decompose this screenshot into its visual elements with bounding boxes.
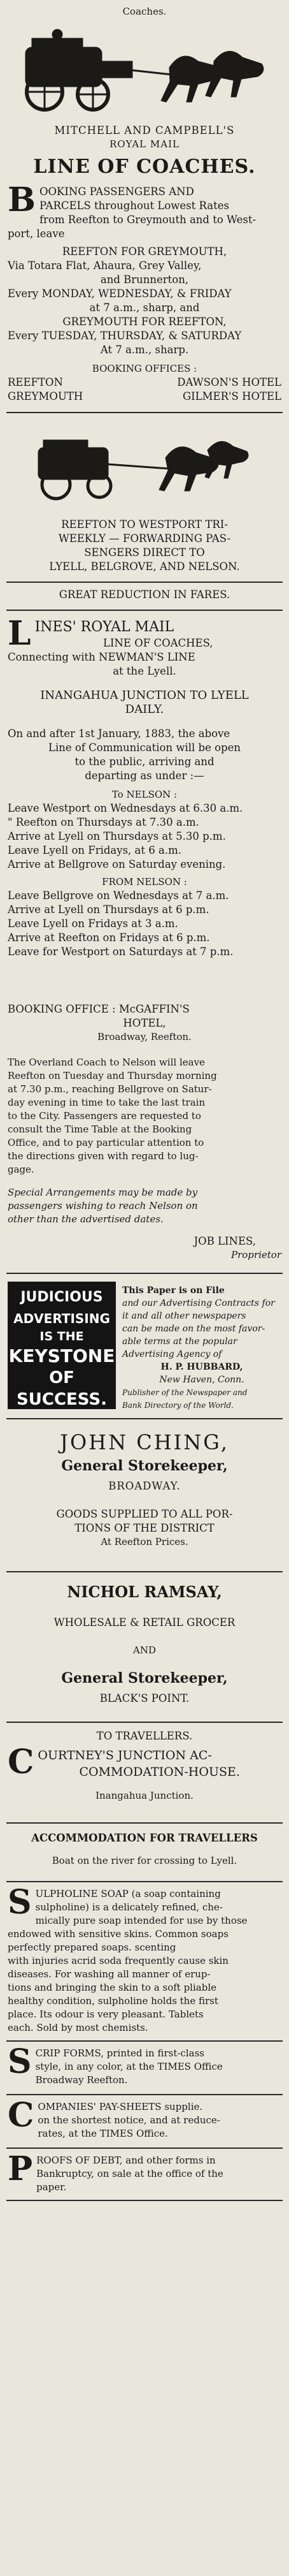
drop-cap-b: B bbox=[8, 180, 36, 219]
proofs-of-debt-section bbox=[8, 2149, 281, 2194]
reefton-westport-section bbox=[8, 518, 281, 574]
booking-passengers-paragraph bbox=[8, 180, 281, 404]
line-of-coaches-heading bbox=[8, 156, 281, 179]
lines-at-lyell: at the Lyell. bbox=[113, 665, 176, 677]
goods-line-3: At Reefton Prices. bbox=[101, 1536, 188, 1548]
john-ching-section bbox=[8, 1428, 281, 1549]
westport-line-4: LYELL, BELGROVE, AND NELSON. bbox=[49, 560, 240, 573]
adv-line-6: Advertising Agency of bbox=[122, 1349, 222, 1359]
overland-line-3: at 7.30 p.m., reaching Bellgrove on Satur- bbox=[8, 1083, 212, 1095]
adv-line-2: and our Advertising Contracts for bbox=[122, 1298, 275, 1308]
courtney-line-2: COMMODATION-HOUSE. bbox=[79, 1765, 240, 1779]
great-reduction-fares bbox=[8, 588, 281, 602]
overland-line-5: to the City. Passengers are requested to bbox=[8, 1110, 201, 1122]
to-nelson-row-1: Leave Westport on Wednesdays at 6.30 a.m. bbox=[8, 802, 243, 814]
overland-line-1: The Overland Coach to Nelson will leave bbox=[8, 1057, 205, 1068]
special-line-2: passengers wishing to reach Nelson on bbox=[8, 1200, 198, 1211]
sulpholine-line-7: diseases. For washing all manner of erup- bbox=[8, 1968, 211, 1980]
proprietor-title: Proprietor bbox=[231, 1249, 281, 1261]
booking-office-address: Broadway, Reefton. bbox=[97, 1031, 192, 1043]
to-nelson-row-3: Arrive at Lyell on Thursdays at 5.30 p.m. bbox=[8, 830, 226, 842]
mitchell-time-out: at 7 a.m., sharp, and bbox=[89, 302, 200, 314]
booking-office-block bbox=[8, 1002, 281, 1044]
drop-cap-c-companies: C bbox=[8, 2096, 34, 2135]
banner-line-5: OF SUCCESS. bbox=[17, 1368, 107, 1409]
goods-line-1: GOODS SUPPLIED TO ALL POR- bbox=[56, 1508, 233, 1520]
adv-line-8: New Haven, Conn. bbox=[159, 1375, 244, 1385]
westport-line-1: REEFTON TO WESTPORT TRI- bbox=[61, 518, 228, 531]
scrip-line-2: style, in any color, at the TIMES Office bbox=[35, 2061, 223, 2072]
to-nelson-label: To NELSON : bbox=[111, 789, 178, 800]
westport-line-3: SENGERS DIRECT TO bbox=[84, 546, 205, 559]
column-header bbox=[8, 5, 281, 18]
to-travellers-heading bbox=[8, 1729, 281, 1743]
overland-coach-paragraph bbox=[8, 1056, 281, 1176]
scrip-forms-section bbox=[8, 2042, 281, 2087]
adv-line-7: H. P. HUBBARD, bbox=[160, 1362, 243, 1372]
companies-line-2: on the shortest notice, and at reduce- bbox=[38, 2114, 220, 2126]
lines-connecting: Connecting with NEWMAN'S LINE bbox=[8, 651, 195, 663]
scrip-line-1: CRIP FORMS, printed in first-class bbox=[35, 2047, 204, 2059]
overland-line-4: day evening in time to take the last train bbox=[8, 1097, 206, 1108]
office-hotel: DAWSON'S HOTEL bbox=[177, 376, 281, 388]
companies-line-3: rates, at the TIMES Office. bbox=[38, 2128, 168, 2139]
special-arrangements bbox=[8, 1186, 281, 1226]
courtney-line-1: OURTNEY'S JUNCTION AC- bbox=[38, 1748, 212, 1762]
nichol-ramsay-place: BLACK'S POINT. bbox=[99, 1692, 190, 1704]
banner-line-1: JUDICIOUS bbox=[20, 1289, 103, 1305]
proofs-line-3: paper. bbox=[36, 2181, 67, 2193]
stagecoach-illustration bbox=[10, 23, 280, 119]
banner-line-3: IS THE bbox=[39, 1329, 84, 1343]
sulpholine-line-4: endowed with sensitive skins. Common soaps bbox=[8, 1928, 229, 1940]
nichol-ramsay-name: NICHOL RAMSAY, bbox=[67, 1583, 222, 1601]
from-nelson-row-4: Arrive at Reefton on Fridays at 6 p.m. bbox=[8, 932, 210, 944]
adv-line-3: it and all other newspapers bbox=[122, 1311, 246, 1321]
to-nelson-row-2: " Reefton on Thursdays at 7.30 a.m. bbox=[8, 816, 199, 828]
sulpholine-line-2: sulpholine) is a delicately refined, che- bbox=[35, 1901, 223, 1913]
from-nelson-row-1: Leave Bellgrove on Wednesdays at 7 a.m. bbox=[8, 889, 229, 902]
special-line-3: other than the advertised dates. bbox=[8, 1213, 164, 1225]
nichol-ramsay-role: General Storekeeper, bbox=[61, 1670, 228, 1687]
banner-line-2: ADVERTISING bbox=[13, 1311, 110, 1326]
from-nelson-row-3: Leave Lyell on Fridays at 3 a.m. bbox=[8, 918, 178, 930]
mitchell-line-3: from Reefton to Greymouth and to West- bbox=[39, 214, 257, 226]
courtney-place: Inangahua Junction. bbox=[95, 1790, 194, 1801]
from-nelson-row-5: Leave for Westport on Saturdays at 7 p.m. bbox=[8, 946, 234, 958]
column-header-text: Coaches. bbox=[122, 6, 167, 17]
mitchell-days-back: Every TUESDAY, THURSDAY, & SATURDAY bbox=[8, 330, 242, 342]
proofs-line-2: Bankruptcy, on sale at the office of the bbox=[36, 2168, 223, 2179]
proofs-line-1: ROOFS OF DEBT, and other forms in bbox=[36, 2155, 216, 2166]
office-town: REEFTON bbox=[8, 376, 63, 388]
intro-line-1: On and after 1st January, 1883, the above bbox=[8, 728, 230, 740]
to-travellers-text: TO TRAVELLERS. bbox=[96, 1730, 193, 1742]
booking-office-text: BOOKING OFFICE : McGAFFIN'S bbox=[8, 1003, 190, 1015]
john-ching-role: General Storekeeper, bbox=[61, 1458, 228, 1474]
nichol-ramsay-trade: WHOLESALE & RETAIL GROCER bbox=[53, 1616, 236, 1628]
sulpholine-line-3: mically pure soap intended for use by those bbox=[35, 1915, 248, 1926]
mitchell-line-4: port, leave bbox=[8, 228, 65, 240]
drop-cap-s-scrip: S bbox=[8, 2042, 32, 2081]
proprietor-block bbox=[8, 1234, 281, 1262]
overland-line-7: Office, and to pay particular attention to bbox=[8, 1137, 204, 1148]
junction-text: INANGAHUA JUNCTION TO LYELL bbox=[40, 689, 249, 702]
sulpholine-line-10: place. Its odour is very pleasant. Tablets bbox=[8, 2009, 204, 2020]
proprietor-name: JOB LINES, bbox=[194, 1235, 256, 1247]
fares-text: GREAT REDUCTION IN FARES. bbox=[59, 589, 230, 601]
office-row-reefton bbox=[8, 376, 281, 390]
accommodation-heading: ACCOMMODATION FOR TRAVELLERS bbox=[31, 1832, 258, 1844]
intro-line-4: departing as under :— bbox=[85, 770, 204, 782]
to-nelson-row-5: Arrive at Bellgrove on Saturday evening. bbox=[8, 858, 226, 870]
coach-illustration bbox=[25, 422, 264, 505]
adv-line-4: can be made on the most favor- bbox=[122, 1324, 265, 1334]
from-nelson-label: FROM NELSON : bbox=[102, 876, 187, 888]
mitchell-route: Via Totara Flat, Ahaura, Grey Valley, bbox=[8, 260, 202, 272]
scrip-line-3: Broadway Reefton. bbox=[35, 2074, 128, 2086]
greymouth-for-reefton: GREYMOUTH FOR REEFTON, bbox=[62, 316, 227, 328]
overland-line-9: gage. bbox=[8, 1164, 34, 1175]
sulpholine-line-5: perfectly prepared soaps. scenting bbox=[8, 1942, 176, 1953]
nichol-ramsay-and: AND bbox=[133, 1644, 156, 1656]
courtneys-junction-section bbox=[8, 1743, 281, 1803]
companies-pay-sheets-section bbox=[8, 2096, 281, 2141]
accommodation-section bbox=[8, 1831, 281, 1868]
sulpholine-soap-section bbox=[8, 1883, 281, 2035]
adv-line-9: Publisher of the Newspaper and bbox=[122, 1388, 248, 1397]
intro-line-2: Line of Communication will be open bbox=[48, 742, 241, 754]
office-row-greymouth bbox=[8, 390, 281, 404]
booking-office-hotel: HOTEL, bbox=[123, 1017, 166, 1029]
drop-cap-p: P bbox=[8, 2149, 33, 2188]
overland-line-8: the directions given with regard to lug- bbox=[8, 1150, 199, 1162]
lines-line-of-coaches: LINE OF COACHES, bbox=[103, 637, 213, 649]
mitchell-campbell-title bbox=[8, 124, 281, 151]
mitchell-time-back: At 7 a.m., sharp. bbox=[100, 344, 189, 356]
sulpholine-line-11: each. Sold by most chemists. bbox=[8, 2022, 148, 2033]
intro-line-3: to the public, arriving and bbox=[74, 756, 215, 768]
john-ching-street: BROADWAY. bbox=[108, 1480, 181, 1492]
companies-line-1: OMPANIES' PAY-SHEETS supplie. bbox=[38, 2101, 203, 2112]
to-nelson-row-4: Leave Lyell on Fridays, at 6 a.m. bbox=[8, 844, 181, 856]
mitchell-route-end: and Brunnerton, bbox=[100, 274, 189, 286]
drop-cap-s: S bbox=[8, 1883, 32, 1922]
booking-offices-label: BOOKING OFFICES : bbox=[92, 363, 197, 374]
overland-line-2: Reefton on Tuesday and Thursday morning bbox=[8, 1070, 217, 1081]
westport-line-2: WEEKLY — FORWARDING PAS- bbox=[58, 532, 231, 545]
special-line-1: Special Arrangements may be made by bbox=[8, 1187, 198, 1198]
overland-line-6: consult the Time Table at the Booking bbox=[8, 1123, 192, 1135]
adv-line-10: Bank Directory of the World. bbox=[122, 1401, 234, 1410]
office-hotel: GILMER'S HOTEL bbox=[182, 390, 281, 402]
sulpholine-line-1: ULPHOLINE SOAP (a soap containing bbox=[35, 1888, 221, 1899]
sulpholine-line-9: healthy condition, sulpholine holds the first bbox=[8, 1995, 218, 2007]
goods-line-2: TIONS OF THE DISTRICT bbox=[74, 1522, 215, 1534]
from-nelson-row-2: Arrive at Lyell on Thursdays at 6 p.m. bbox=[8, 904, 209, 916]
judicious-advertising-banner bbox=[8, 1282, 116, 1409]
mitchell-days-out: Every MONDAY, WEDNESDAY, & FRIDAY bbox=[8, 288, 232, 300]
mitchell-line-1: OOKING PASSENGERS AND bbox=[39, 186, 194, 198]
sulpholine-line-6: with injuries acrid soda frequently cause skin bbox=[8, 1955, 229, 1966]
office-town: GREYMOUTH bbox=[8, 390, 83, 402]
daily-text: DAILY. bbox=[125, 703, 164, 716]
drop-cap-l: L bbox=[8, 614, 31, 653]
lines-intro-paragraph bbox=[8, 727, 281, 959]
mitchell-campbell-name: MITCHELL AND CAMPBELL'S bbox=[54, 124, 235, 136]
sulpholine-line-8: tions and bringing the skin to a soft pliable bbox=[8, 1982, 216, 1993]
hubbard-agency-text bbox=[122, 1284, 281, 1412]
nichol-ramsay-section bbox=[8, 1581, 281, 1706]
boat-text: Boat on the river for crossing to Lyell. bbox=[52, 1855, 237, 1866]
royal-mail-label: ROYAL MAIL bbox=[109, 138, 180, 150]
line-of-coaches-text: LINE OF COACHES. bbox=[33, 156, 256, 178]
john-ching-name: JOHN CHING, bbox=[60, 1430, 229, 1454]
lines-royal-mail-title: INES' ROYAL MAIL bbox=[34, 619, 174, 635]
adv-line-5: able terms at the popular bbox=[122, 1336, 237, 1347]
reefton-for-greymouth: REEFTON FOR GREYMOUTH, bbox=[62, 245, 227, 258]
adv-line-1: This Paper is on File bbox=[122, 1285, 225, 1296]
lines-royal-mail-section bbox=[8, 614, 281, 678]
drop-cap-c: C bbox=[8, 1743, 34, 1782]
inangahua-junction-heading bbox=[8, 689, 281, 717]
mitchell-line-2: PARCELS throughout Lowest Rates bbox=[39, 200, 230, 212]
banner-line-4: KEYSTONE bbox=[8, 1345, 115, 1366]
